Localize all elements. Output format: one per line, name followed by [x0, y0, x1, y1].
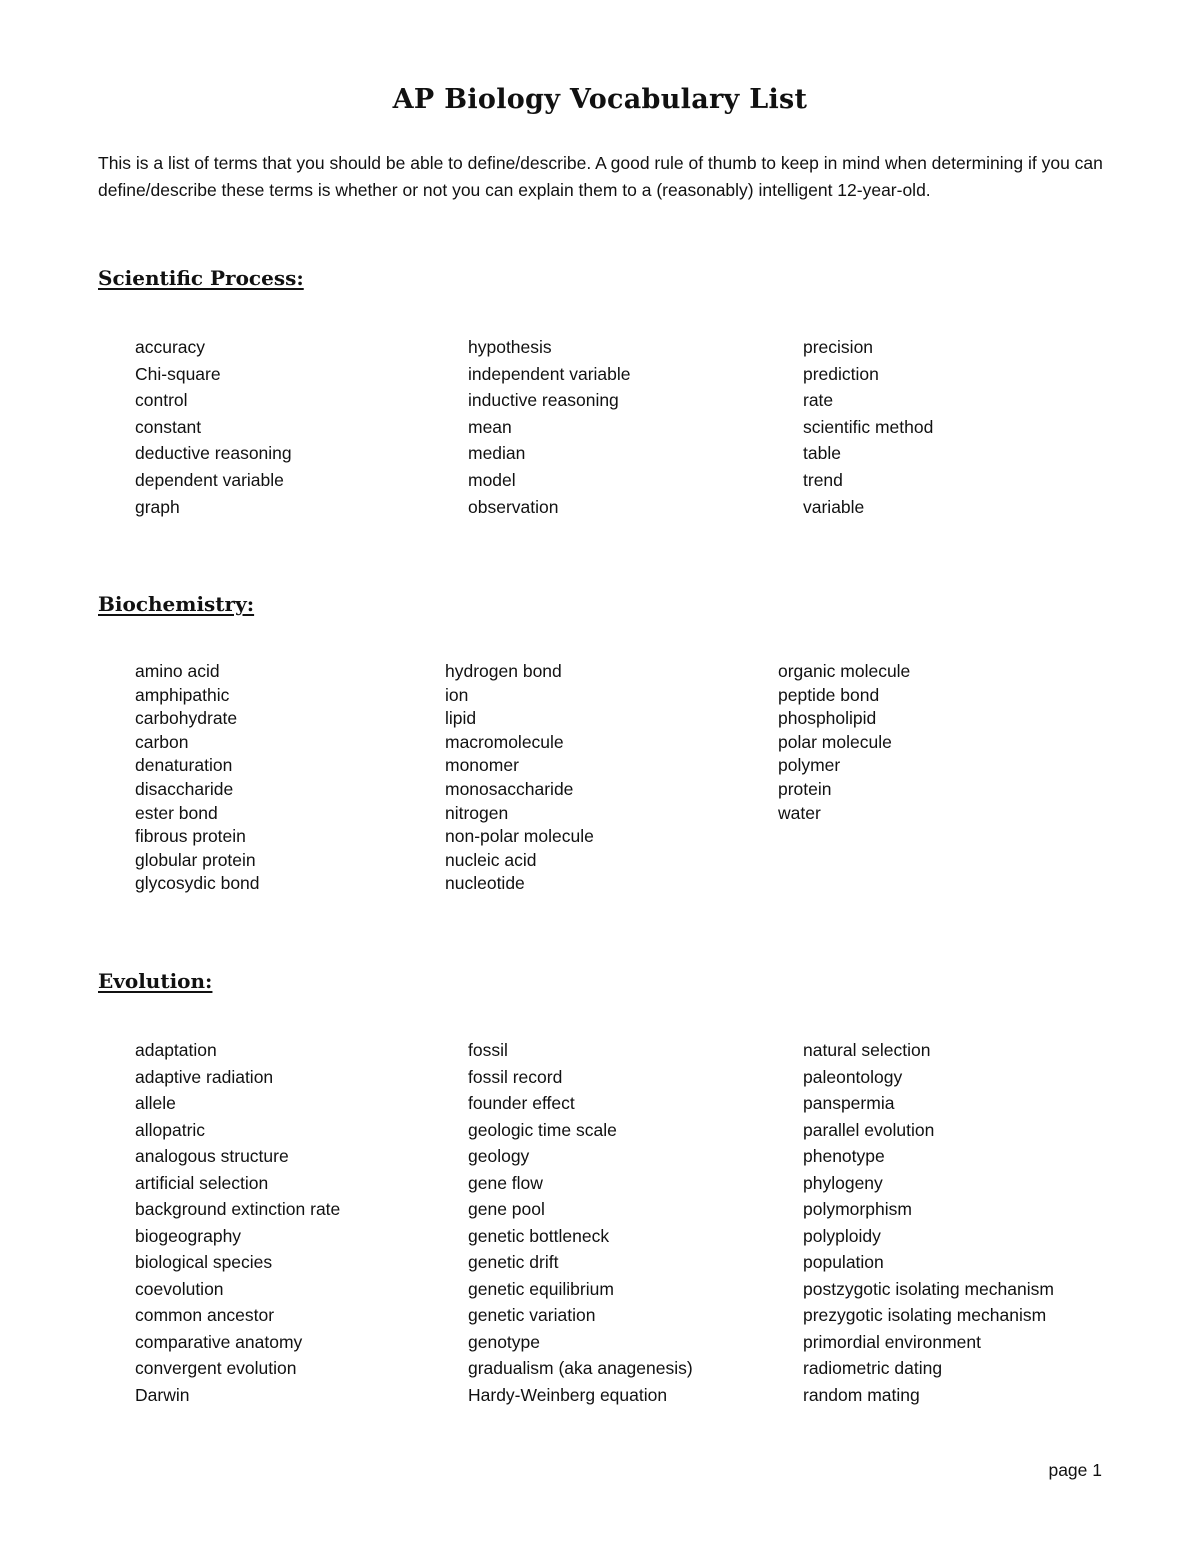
- term: adaptive radiation: [135, 1066, 274, 1087]
- page-number: page 1: [1048, 1460, 1102, 1480]
- term: graph: [135, 496, 180, 517]
- term: denaturation: [135, 755, 233, 776]
- term: phenotype: [803, 1146, 885, 1166]
- term: dependent variable: [135, 469, 284, 490]
- term: control: [135, 390, 188, 411]
- term: macromolecule: [445, 731, 564, 752]
- intro-paragraph: This is a list of terms that you should be able to define/describe. A good rule of thumb to keep in mind when determining if you can define/describe these terms is whether or not you can explain them to a (reasonably) intelligent 12-year-old.: [98, 153, 1103, 200]
- term: random mating: [803, 1384, 920, 1405]
- term: disaccharide: [135, 778, 234, 799]
- term: amino acid: [135, 661, 220, 681]
- term: background extinction rate: [135, 1199, 341, 1219]
- term: polymorphism: [803, 1199, 912, 1219]
- term: mean: [468, 416, 512, 437]
- term: natural selection: [803, 1040, 931, 1060]
- term: analogous structure: [135, 1146, 289, 1166]
- page-title: AP Biology Vocabulary List: [392, 84, 808, 115]
- term: phospholipid: [778, 708, 877, 729]
- term: postzygotic isolating mechanism: [803, 1278, 1054, 1299]
- term-list-column: [803, 1037, 1054, 1408]
- term: genetic variation: [468, 1305, 596, 1325]
- term: common ancestor: [135, 1305, 275, 1325]
- term: water: [778, 802, 821, 823]
- term: panspermia: [803, 1093, 895, 1113]
- term: allele: [135, 1093, 176, 1113]
- term-list-column: [803, 334, 933, 520]
- term: allopatric: [135, 1119, 206, 1140]
- term: rate: [803, 390, 834, 411]
- term: independent variable: [468, 363, 631, 384]
- term: precision: [803, 337, 874, 357]
- term: non-polar molecule: [445, 826, 594, 847]
- term: prezygotic isolating mechanism: [803, 1305, 1047, 1325]
- term: phylogeny: [803, 1172, 883, 1193]
- term: parallel evolution: [803, 1119, 935, 1140]
- term: prediction: [803, 363, 879, 384]
- term: artificial selection: [135, 1172, 269, 1193]
- term-list-column: [445, 660, 594, 896]
- term: carbon: [135, 731, 189, 752]
- term-list-column: [135, 1037, 340, 1408]
- term: peptide bond: [778, 684, 880, 705]
- term: nucleotide: [445, 873, 525, 894]
- term: polymer: [778, 755, 841, 776]
- term: Chi-square: [135, 363, 221, 384]
- term: Darwin: [135, 1384, 190, 1405]
- term: ester bond: [135, 802, 218, 823]
- term-list-column: [135, 660, 260, 896]
- term: convergent evolution: [135, 1358, 297, 1378]
- term: observation: [468, 496, 559, 517]
- term-list-column: [778, 660, 910, 825]
- term: ion: [445, 684, 469, 705]
- term: lipid: [445, 708, 477, 729]
- section-heading-scientific-process: Scientific Process:: [98, 266, 304, 290]
- term: fibrous protein: [135, 826, 246, 847]
- term: deductive reasoning: [135, 443, 292, 464]
- term: radiometric dating: [803, 1358, 943, 1378]
- term: genotype: [468, 1331, 541, 1352]
- term: genetic bottleneck: [468, 1225, 610, 1246]
- term: polyploidy: [803, 1225, 881, 1246]
- term: founder effect: [468, 1093, 575, 1113]
- term: fossil: [468, 1040, 508, 1060]
- term: glycosydic bond: [135, 873, 260, 894]
- term: accuracy: [135, 337, 206, 357]
- term: paleontology: [803, 1066, 903, 1087]
- term: monomer: [445, 755, 519, 776]
- term: population: [803, 1252, 884, 1272]
- term: gradualism (aka anagenesis): [468, 1358, 693, 1378]
- term: scientific method: [803, 416, 934, 437]
- term: comparative anatomy: [135, 1331, 303, 1352]
- term-list-column: [468, 1037, 693, 1408]
- term: coevolution: [135, 1278, 224, 1299]
- term: adaptation: [135, 1040, 217, 1060]
- term: geologic time scale: [468, 1119, 617, 1140]
- term: model: [468, 469, 516, 490]
- term: biological species: [135, 1252, 273, 1272]
- term-list-column: [135, 334, 292, 520]
- term: globular protein: [135, 849, 256, 870]
- term: monosaccharide: [445, 778, 574, 799]
- term: geology: [468, 1146, 530, 1166]
- term: nucleic acid: [445, 849, 537, 870]
- term: median: [468, 443, 526, 464]
- term: carbohydrate: [135, 708, 238, 729]
- term: inductive reasoning: [468, 390, 619, 411]
- term: hypothesis: [468, 337, 552, 357]
- term: genetic equilibrium: [468, 1278, 614, 1299]
- term: Hardy-Weinberg equation: [468, 1384, 668, 1405]
- term: primordial environment: [803, 1331, 981, 1352]
- section-heading-evolution: Evolution:: [98, 969, 213, 993]
- section-heading-biochemistry: Biochemistry:: [98, 592, 255, 616]
- term: variable: [803, 496, 865, 517]
- term: polar molecule: [778, 731, 892, 752]
- term: gene pool: [468, 1199, 545, 1219]
- term: amphipathic: [135, 684, 230, 705]
- term: nitrogen: [445, 802, 509, 823]
- term: fossil record: [468, 1066, 563, 1087]
- term: trend: [803, 469, 843, 490]
- term-list-column: [468, 334, 631, 520]
- term: table: [803, 443, 841, 464]
- term: protein: [778, 778, 832, 799]
- term: constant: [135, 416, 202, 437]
- term: hydrogen bond: [445, 661, 562, 681]
- term: genetic drift: [468, 1252, 559, 1272]
- term: organic molecule: [778, 661, 911, 681]
- term: biogeography: [135, 1225, 242, 1246]
- term: gene flow: [468, 1172, 543, 1193]
